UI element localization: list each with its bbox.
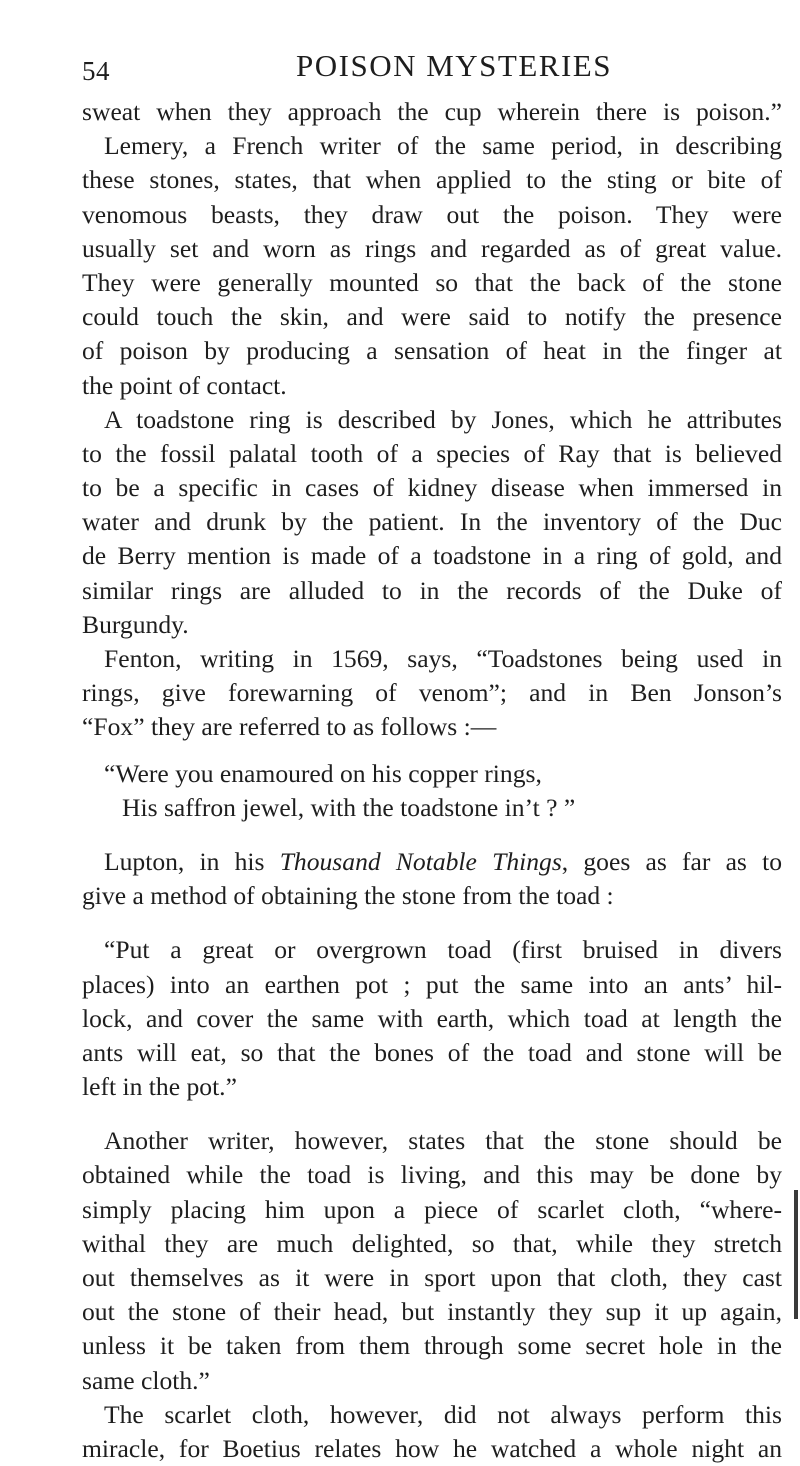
quote-line: ants will eat, so that the bones of the toad and stone will be [82, 1037, 782, 1067]
text-line: Another writer, however, states that the stone should be [104, 1126, 782, 1156]
text-line: miracle, for Boetius relates how he watched a whole night an [82, 1433, 782, 1463]
text-fragment: , goes as far as to [561, 846, 782, 876]
text-line: A toadstone ring is described by Jones, which he attributes [104, 404, 782, 434]
text-line: of poison by producing a sensation of heat in the finger at [82, 336, 782, 366]
quote-line: left in the pot.” [82, 1072, 237, 1102]
text-line: the point of contact. [82, 370, 287, 400]
page-edge-shadow [794, 1190, 798, 1319]
text-line: venomous beasts, they draw out the poison. They were [82, 199, 782, 229]
text-line: to the fossil palatal tooth of a species of Ray that is believed [82, 438, 782, 468]
text-line: out themselves as it were in sport upon that cloth, they cast [82, 1263, 782, 1292]
text-line: unless it be taken from them through some secret hole in the [82, 1331, 782, 1361]
text-line: The scarlet cloth, however, did not always perform this [104, 1399, 782, 1429]
text-line [82, 845, 782, 879]
text-line: simply placing him upon a piece of scarlet cloth, “where- [82, 1194, 782, 1224]
text-line: could touch the skin, and were said to notify the presence [82, 302, 782, 332]
text-line: They were generally mounted so that the back of the stone [82, 267, 782, 297]
verse-line: “Were you enamoured on his copper rings, [104, 758, 542, 788]
text-line: similar rings are alluded to in the records of the Duke of [82, 575, 782, 605]
text-line: “Fox” they are referred to as follows :— [82, 712, 497, 742]
quote-line: “Put a great or overgrown toad (first bruised in divers [104, 935, 782, 965]
text-line: withal they are much delighted, so that, while they stretch [82, 1228, 782, 1258]
text-line: give a method of obtaining the stone from the toad : [82, 881, 614, 911]
text-line: Fenton, writing in 1569, says, “Toadstones being used in [104, 644, 782, 673]
text-line: de Berry mention is made of a toadstone in a ring of gold, and [82, 541, 782, 571]
quote-line: lock, and cover the same with earth, which toad at length the [82, 1003, 782, 1033]
text-line: rings, give forewarning of venom”; and in Ben Jonson’s [82, 678, 782, 708]
body-text [82, 95, 782, 1466]
text-line: Lemery, a French writer of the same period, in describing [104, 131, 782, 161]
text-line: usually set and worn as rings and regarded as of great value. [82, 233, 782, 263]
book-title: Thousand Notable Things [279, 846, 562, 876]
text-line: water and drunk by the patient. In the inventory of the Duc [82, 507, 782, 537]
text-line: out the stone of their head, but instantly they sup it up again, [82, 1297, 782, 1327]
text-fragment: Lupton, in his [104, 846, 280, 876]
text-line: these stones, states, that when applied to the sting or bite of [82, 165, 782, 195]
text-line: sweat when they approach the cup wherein there is poison.” [82, 97, 782, 126]
text-line: obtained while the toad is living, and this may be done by [82, 1160, 782, 1190]
text-line: to be a specific in cases of kidney disease when immersed in [82, 473, 782, 503]
quote-line: places) into an earthen pot ; put the same into an ants’ hil- [82, 969, 782, 999]
verse-line: His saffron jewel, with the toadstone in’t ? ” [122, 792, 576, 822]
text-line: Burgundy. [82, 609, 189, 639]
running-head [70, 48, 770, 88]
running-title: POISON MYSTERIES [296, 48, 612, 83]
text-line: same cloth.” [82, 1365, 210, 1395]
page-number: 54 [82, 56, 110, 86]
